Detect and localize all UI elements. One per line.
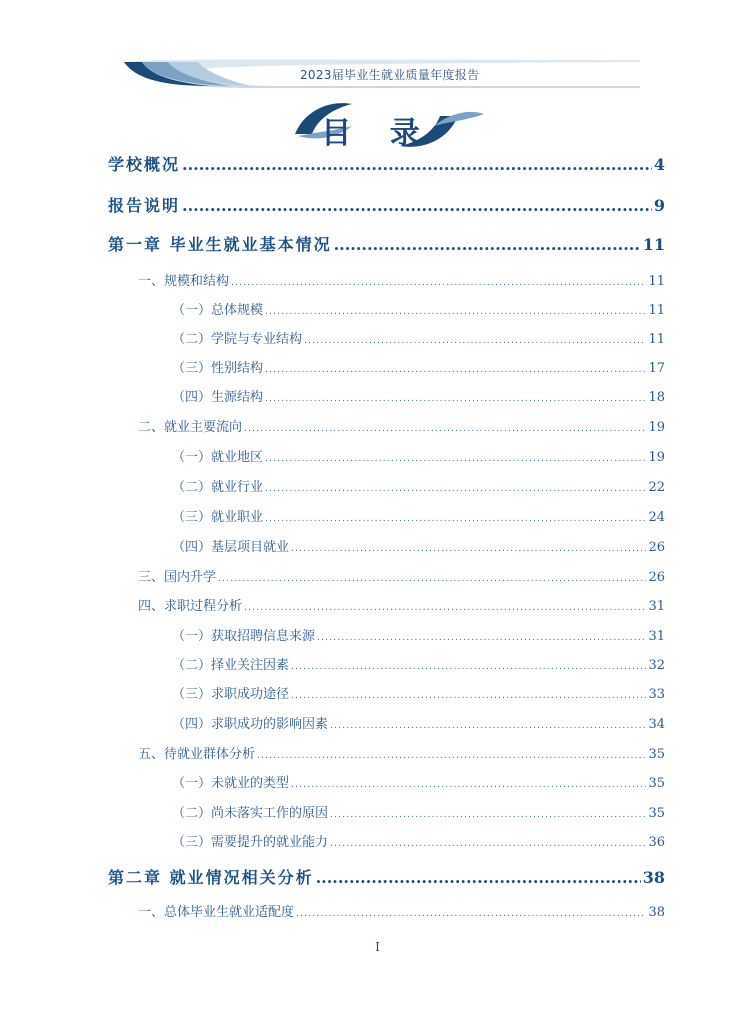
toc-entry-page: 33 (648, 687, 665, 702)
toc-entry-page: 11 (648, 274, 665, 289)
toc-entry-page: 18 (648, 390, 665, 405)
toc-leader-dots (304, 336, 646, 346)
toc-entry-label: （二）就业行业 (172, 480, 264, 495)
report-header-title: 2023届毕业生就业质量年度报告 (300, 68, 480, 82)
toc-entry-page: 19 (648, 450, 665, 465)
toc-entry-page: 22 (648, 480, 665, 495)
toc-subsection-entry[interactable] (172, 802, 665, 821)
toc-subsection-entry[interactable] (172, 536, 665, 555)
toc-entry-page: 31 (648, 599, 665, 614)
toc-section-entry[interactable] (138, 416, 665, 435)
toc-leader-dots (244, 603, 646, 613)
toc-entry-page: 24 (648, 510, 665, 525)
toc-leader-dots (330, 721, 646, 731)
toc-entry-label: （一）总体规模 (172, 303, 264, 318)
toc-entry-label: （一）获取招聘信息来源 (172, 629, 316, 644)
toc-leader-dots (182, 196, 652, 215)
toc-leader-dots (265, 484, 646, 494)
toc-entry-page: 38 (648, 905, 665, 920)
toc-leader-dots (291, 544, 646, 554)
toc-entry-page: 34 (648, 717, 665, 732)
toc-subsection-entry[interactable] (172, 772, 665, 791)
toc-entry-page: 11 (648, 332, 665, 347)
toc-chapter-entry[interactable] (108, 152, 665, 175)
toc-leader-dots (334, 235, 641, 254)
toc-subsection-entry[interactable] (172, 446, 665, 465)
toc-subsection-entry[interactable] (172, 476, 665, 495)
toc-entry-page: 36 (648, 835, 665, 850)
toc-entry-page: 4 (653, 155, 665, 174)
toc-entry-label: 一、规模和结构 (138, 274, 230, 289)
toc-entry-label: 四、求职过程分析 (138, 599, 243, 614)
toc-leader-dots (291, 662, 646, 672)
toc-entry-label: 一、总体毕业生就业适配度 (138, 905, 295, 920)
toc-subsection-entry[interactable] (172, 299, 665, 318)
toc-leader-dots (317, 633, 646, 643)
toc-leader-dots (244, 424, 646, 434)
toc-entry-label: （二）尚未落实工作的原因 (172, 806, 329, 821)
toc-entry-label: （三）需要提升的就业能力 (172, 835, 329, 850)
toc-leader-dots (330, 839, 646, 849)
toc-section-entry[interactable] (138, 566, 665, 585)
toc-leader-dots (330, 810, 646, 820)
page-number: I (375, 940, 380, 954)
toc-subsection-entry[interactable] (172, 386, 665, 405)
toc-entry-label: （二）学院与专业结构 (172, 332, 303, 347)
toc-section-entry[interactable] (138, 743, 665, 762)
toc-section-entry[interactable] (138, 595, 665, 614)
toc-entry-page: 11 (642, 235, 665, 254)
toc-entry-page: 26 (648, 570, 665, 585)
toc-leader-dots (291, 691, 646, 701)
toc-entry-page: 31 (648, 629, 665, 644)
toc-leader-dots (265, 514, 646, 524)
toc-leader-dots (265, 307, 646, 317)
toc-entry-label: （四）求职成功的影响因素 (172, 717, 329, 732)
toc-entry-label: 二、就业主要流向 (138, 420, 243, 435)
toc-entry-label: 报告说明 (108, 196, 181, 215)
toc-entry-page: 19 (648, 420, 665, 435)
toc-leader-dots (265, 394, 646, 404)
toc-entry-label: 三、国内升学 (138, 570, 217, 585)
toc-entry-label: （一）未就业的类型 (172, 776, 290, 791)
toc-subsection-entry[interactable] (172, 328, 665, 347)
toc-entry-page: 35 (648, 806, 665, 821)
toc-leader-dots (316, 868, 641, 887)
toc-leader-dots (231, 278, 646, 288)
toc-chapter-entry[interactable] (108, 193, 665, 216)
toc-title: 目 录 (321, 116, 434, 151)
toc-leader-dots (265, 454, 646, 464)
toc-entry-label: （二）择业关注因素 (172, 658, 290, 673)
toc-entry-label: 第一章 毕业生就业基本情况 (108, 235, 332, 254)
toc-subsection-entry[interactable] (172, 683, 665, 702)
toc-leader-dots (257, 751, 646, 761)
toc-entry-label: （一）就业地区 (172, 450, 264, 465)
toc-subsection-entry[interactable] (172, 625, 665, 644)
toc-leader-dots (291, 780, 646, 790)
toc-entry-label: （三）求职成功途径 (172, 687, 290, 702)
toc-entry-label: （三）性别结构 (172, 361, 264, 376)
toc-entry-page: 9 (653, 196, 665, 215)
toc-subsection-entry[interactable] (172, 654, 665, 673)
header-decoration (0, 0, 755, 100)
toc-section-entry[interactable] (138, 270, 665, 289)
toc-leader-dots (296, 909, 646, 919)
toc-section-entry[interactable] (138, 901, 665, 920)
toc-entry-label: 第二章 就业情况相关分析 (108, 868, 314, 887)
toc-entry-label: （三）就业职业 (172, 510, 264, 525)
toc-entry-label: （四）生源结构 (172, 390, 264, 405)
toc-chapter-entry[interactable] (108, 232, 665, 255)
toc-entry-label: （四）基层项目就业 (172, 540, 290, 555)
toc-subsection-entry[interactable] (172, 831, 665, 850)
toc-entry-page: 26 (648, 540, 665, 555)
toc-leader-dots (182, 155, 652, 174)
toc-subsection-entry[interactable] (172, 713, 665, 732)
toc-leader-dots (265, 365, 646, 375)
toc-entry-page: 11 (648, 303, 665, 318)
toc-chapter-entry[interactable] (108, 865, 665, 888)
toc-entry-page: 32 (648, 658, 665, 673)
toc-entry-page: 38 (642, 868, 665, 887)
toc-entry-label: 五、待就业群体分析 (138, 747, 256, 762)
toc-leader-dots (218, 574, 646, 584)
toc-subsection-entry[interactable] (172, 506, 665, 525)
toc-entry-page: 35 (648, 747, 665, 762)
toc-entry-label: 学校概况 (108, 155, 181, 174)
toc-entry-page: 35 (648, 776, 665, 791)
toc-subsection-entry[interactable] (172, 357, 665, 376)
toc-entry-page: 17 (648, 361, 665, 376)
